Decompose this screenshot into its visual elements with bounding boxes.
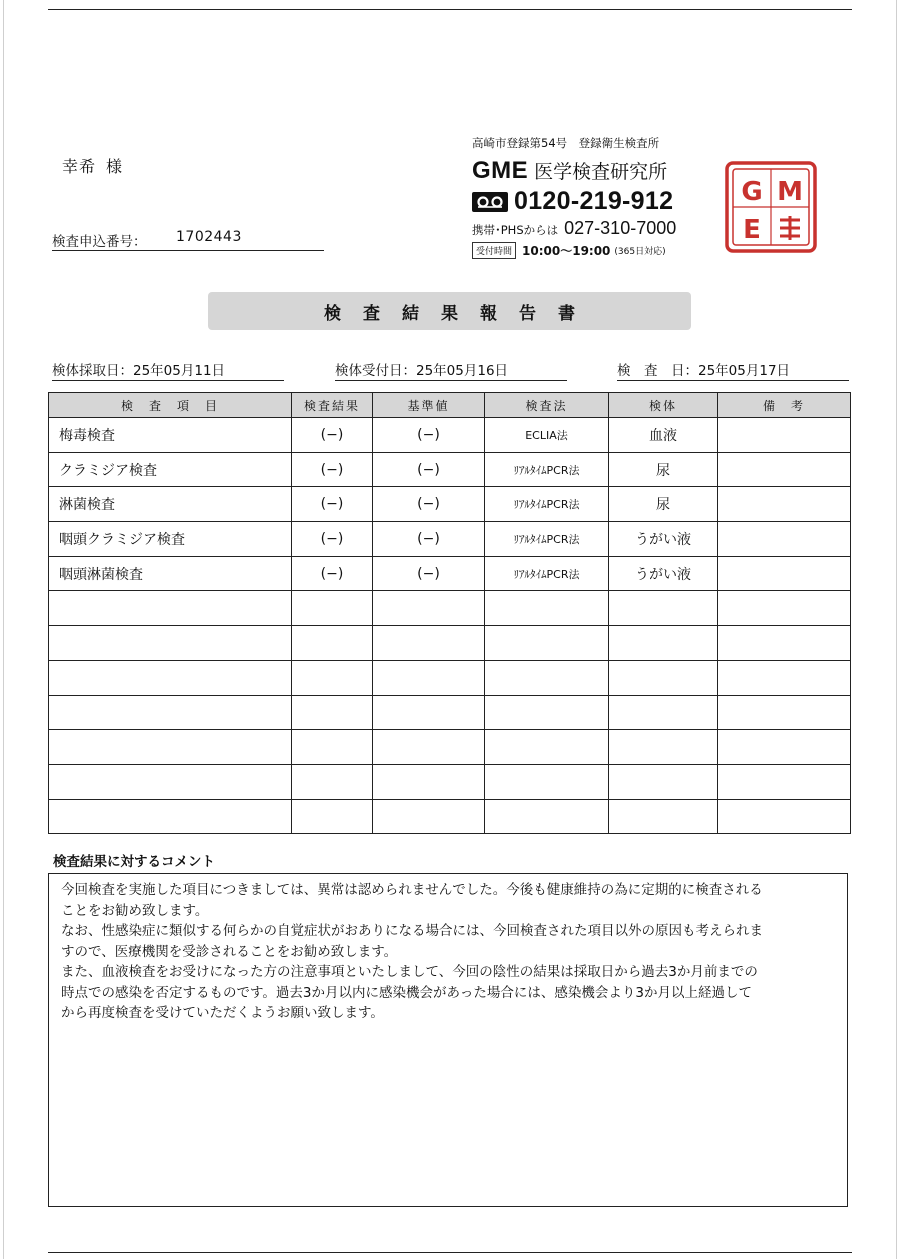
cell-reference: (−) — [373, 418, 485, 453]
table-header-cell: 基準値 — [373, 393, 485, 418]
cell-result — [292, 591, 373, 626]
recipient-honorific: 様 — [106, 157, 124, 176]
table-row — [49, 660, 851, 695]
comment-line: 今回検査を実施した項目につきましては、異常は認められませんでした。今後も健康維持の為に定期的に検査される — [61, 882, 763, 898]
top-rule — [48, 9, 852, 10]
lab-hours — [472, 242, 702, 259]
lab-info — [472, 135, 702, 259]
cell-reference — [373, 695, 485, 730]
bottom-rule — [48, 1252, 852, 1253]
cell-method — [485, 695, 609, 730]
cell-item — [49, 730, 292, 765]
cell-method — [485, 799, 609, 834]
lab-mobile — [472, 218, 702, 239]
lab-name-jp: 医学検査研究所 — [534, 161, 668, 183]
cell-remarks — [718, 799, 851, 834]
cell-reference: (−) — [373, 556, 485, 591]
received-date-field — [335, 358, 567, 381]
comment-line: なお、性感染症に類似する何らかの自覚症状がおありになる場合には、今回検査された項目以外の原因も考えられま — [61, 923, 763, 939]
cell-specimen: 尿 — [609, 487, 718, 522]
cell-remarks — [718, 522, 851, 557]
table-header-row — [49, 393, 851, 418]
application-number-field — [52, 228, 324, 251]
lab-registration: 高崎市登録第54号 登録衛生検査所 — [472, 136, 660, 150]
cell-item — [49, 626, 292, 661]
application-number-value: 1702443 — [176, 229, 242, 245]
cell-item — [49, 591, 292, 626]
collection-date: 検体採取日：25年05月11日 — [52, 363, 226, 379]
cell-specimen: 尿 — [609, 452, 718, 487]
table-row — [49, 626, 851, 661]
cell-specimen — [609, 695, 718, 730]
test-date-field — [617, 358, 849, 381]
comment-line: ことをお勧め致します。 — [61, 902, 209, 919]
cell-result — [292, 695, 373, 730]
table-row — [49, 695, 851, 730]
cell-specimen: うがい液 — [609, 522, 718, 557]
cell-item: 淋菌検査 — [49, 487, 292, 522]
comment-line: また、血液検査をお受けになった方の注意事項といたしまして、今回の陰性の結果は採取日から過去3か月前までの — [61, 964, 758, 980]
table-header-cell: 検査結果 — [292, 393, 373, 418]
test-date: 検 査 日：25年05月17日 — [617, 363, 791, 379]
cell-result — [292, 764, 373, 799]
cell-result: (−) — [292, 418, 373, 453]
cell-specimen — [609, 799, 718, 834]
cell-reference — [373, 730, 485, 765]
cell-item — [49, 660, 292, 695]
table-header-cell: 備 考 — [718, 393, 851, 418]
table-row — [49, 487, 851, 522]
cell-specimen — [609, 730, 718, 765]
cell-specimen — [609, 764, 718, 799]
cell-reference — [373, 626, 485, 661]
cell-item — [49, 799, 292, 834]
cell-method: ﾘｱﾙﾀｲﾑPCR法 — [485, 452, 609, 487]
table-header-cell: 検査法 — [485, 393, 609, 418]
cell-reference — [373, 660, 485, 695]
cell-remarks — [718, 556, 851, 591]
page-edge-right — [896, 0, 897, 1259]
cell-remarks — [718, 452, 851, 487]
recipient-name: 幸希 — [62, 157, 97, 176]
cell-method: ﾘｱﾙﾀｲﾑPCR法 — [485, 487, 609, 522]
cell-remarks — [718, 764, 851, 799]
cell-result — [292, 799, 373, 834]
recipient — [62, 154, 123, 177]
cell-method — [485, 626, 609, 661]
cell-reference: (−) — [373, 452, 485, 487]
cell-method: ﾘｱﾙﾀｲﾑPCR法 — [485, 522, 609, 557]
table-row — [49, 522, 851, 557]
lab-mobile-number: 027-310-7000 — [564, 218, 677, 238]
results-table — [48, 392, 851, 834]
cell-item: 咽頭淋菌検査 — [49, 556, 292, 591]
collection-date-field — [52, 358, 284, 381]
cell-specimen: うがい液 — [609, 556, 718, 591]
cell-result: (−) — [292, 556, 373, 591]
report-title: 検査結果報告書 — [324, 303, 597, 324]
cell-specimen: 血液 — [609, 418, 718, 453]
cell-remarks — [718, 626, 851, 661]
cell-reference — [373, 764, 485, 799]
cell-item: クラミジア検査 — [49, 452, 292, 487]
freedial-icon — [472, 192, 508, 212]
cell-remarks — [718, 487, 851, 522]
cell-item — [49, 695, 292, 730]
cell-reference: (−) — [373, 522, 485, 557]
cell-specimen — [609, 626, 718, 661]
cell-result: (−) — [292, 522, 373, 557]
svg-text:E: E — [743, 215, 761, 245]
svg-text:M: M — [777, 177, 803, 207]
cell-method — [485, 764, 609, 799]
received-date: 検体受付日：25年05月16日 — [335, 363, 509, 379]
page-edge-left — [3, 0, 4, 1259]
cell-method: ECLIA法 — [485, 418, 609, 453]
report-title-bar — [208, 292, 691, 330]
cell-remarks — [718, 660, 851, 695]
cell-result — [292, 626, 373, 661]
cell-reference — [373, 799, 485, 834]
comment-box — [48, 873, 848, 1207]
lab-phone — [472, 187, 702, 216]
cell-specimen — [609, 591, 718, 626]
table-row — [49, 591, 851, 626]
table-row — [49, 556, 851, 591]
cell-reference — [373, 591, 485, 626]
table-row — [49, 730, 851, 765]
cell-method — [485, 730, 609, 765]
lab-hours-note: (365日対応) — [614, 247, 666, 257]
cell-result — [292, 660, 373, 695]
cell-result: (−) — [292, 452, 373, 487]
cell-reference: (−) — [373, 487, 485, 522]
lab-hours-time: 10:00〜19:00 — [522, 244, 611, 258]
cell-remarks — [718, 695, 851, 730]
comment-label: 検査結果に対するコメント — [53, 854, 215, 870]
application-number-label: 検査申込番号： — [52, 234, 147, 250]
cell-remarks — [718, 591, 851, 626]
cell-remarks — [718, 730, 851, 765]
lab-mobile-label: 携帯･PHSからは — [472, 223, 559, 237]
cell-method — [485, 591, 609, 626]
lab-hours-label: 受付時間 — [472, 242, 516, 259]
table-row — [49, 418, 851, 453]
cell-result: (−) — [292, 487, 373, 522]
comment-line: 時点での感染を否定するものです。過去3か月以内に感染機会があった場合には、感染機会より3か月以上経過して — [61, 984, 752, 1001]
cell-method — [485, 660, 609, 695]
svg-text:G: G — [741, 177, 763, 207]
cell-result — [292, 730, 373, 765]
table-row — [49, 452, 851, 487]
company-seal-stamp — [724, 160, 818, 254]
lab-brand: GME — [472, 157, 529, 184]
lab-name — [472, 157, 702, 185]
cell-item: 梅毒検査 — [49, 418, 292, 453]
cell-item — [49, 764, 292, 799]
comment-line: から再度検査を受けていただくようお願い致します。 — [61, 1005, 384, 1021]
lab-phone-number: 0120-219-912 — [514, 187, 674, 215]
table-row — [49, 764, 851, 799]
cell-remarks — [718, 418, 851, 453]
table-header-cell: 検 査 項 目 — [49, 393, 292, 418]
cell-specimen — [609, 660, 718, 695]
cell-item: 咽頭クラミジア検査 — [49, 522, 292, 557]
comment-line: すので、医療機関を受診されることをお勧め致します。 — [61, 943, 398, 960]
table-header-cell: 検体 — [609, 393, 718, 418]
cell-method: ﾘｱﾙﾀｲﾑPCR法 — [485, 556, 609, 591]
table-row — [49, 799, 851, 834]
